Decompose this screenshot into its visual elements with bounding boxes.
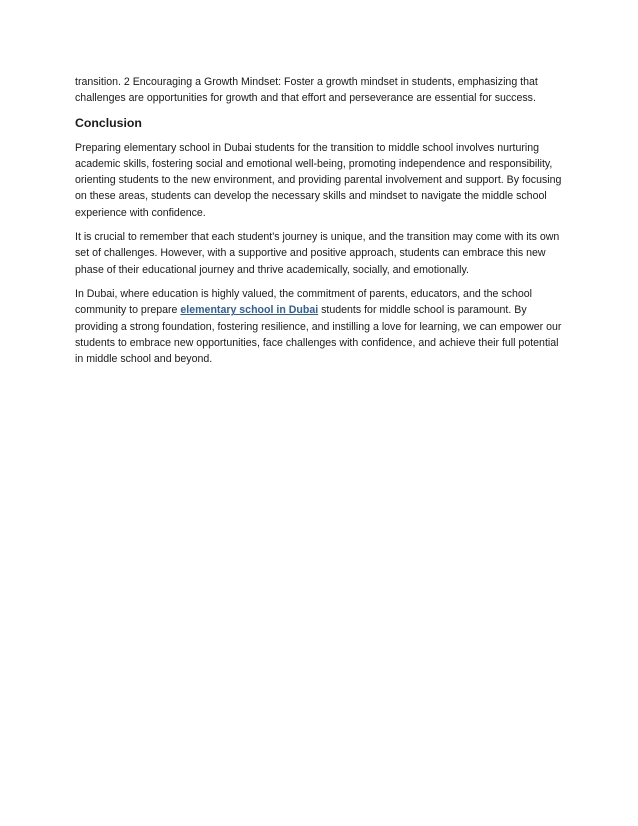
intro-paragraph: transition. 2 Encouraging a Growth Mindset: Foster a growth mindset in students, emphasizing that challenges are opportunities for growth and that effort and perseverance are essential for success. (75, 76, 538, 105)
paragraph-3-text-after-link: students for middle school is paramount. By providing a strong foundation, fostering resilience, and instilling a love for learning, we can empower our students to embrace new opportunities, face challenges with confidence, and achieve their full potential in middle school and beyond. (75, 304, 562, 366)
conclusion-paragraph-2: It is crucial to remember that each student's journey is unique, and the transition may come with its own set of challenges. However, with a supportive and positive approach, students can embrace this new phase of their educational journey and thrive academically, socially, and emotionally. (75, 231, 560, 276)
conclusion-heading: Conclusion (75, 115, 142, 130)
document-page (75, 74, 565, 375)
paragraph-3-text-before-link: In Dubai, where education is highly valued, the commitment of parents, educators, and the school community to prepare (75, 287, 532, 317)
conclusion-paragraph-1: Preparing elementary school in Dubai students for the transition to middle school involves nurturing academic skills, fostering social and emotional well-being, promoting independence and responsibility, orienting students to the new environment, and providing parental involvement and support. By focusing on these areas, students can develop the necessary skills and mindset to navigate the middle school experience with confidence. (75, 141, 562, 219)
conclusion-paragraph-3 (75, 286, 565, 367)
elementary-school-dubai-link[interactable]: elementary school in Dubai (180, 304, 319, 317)
